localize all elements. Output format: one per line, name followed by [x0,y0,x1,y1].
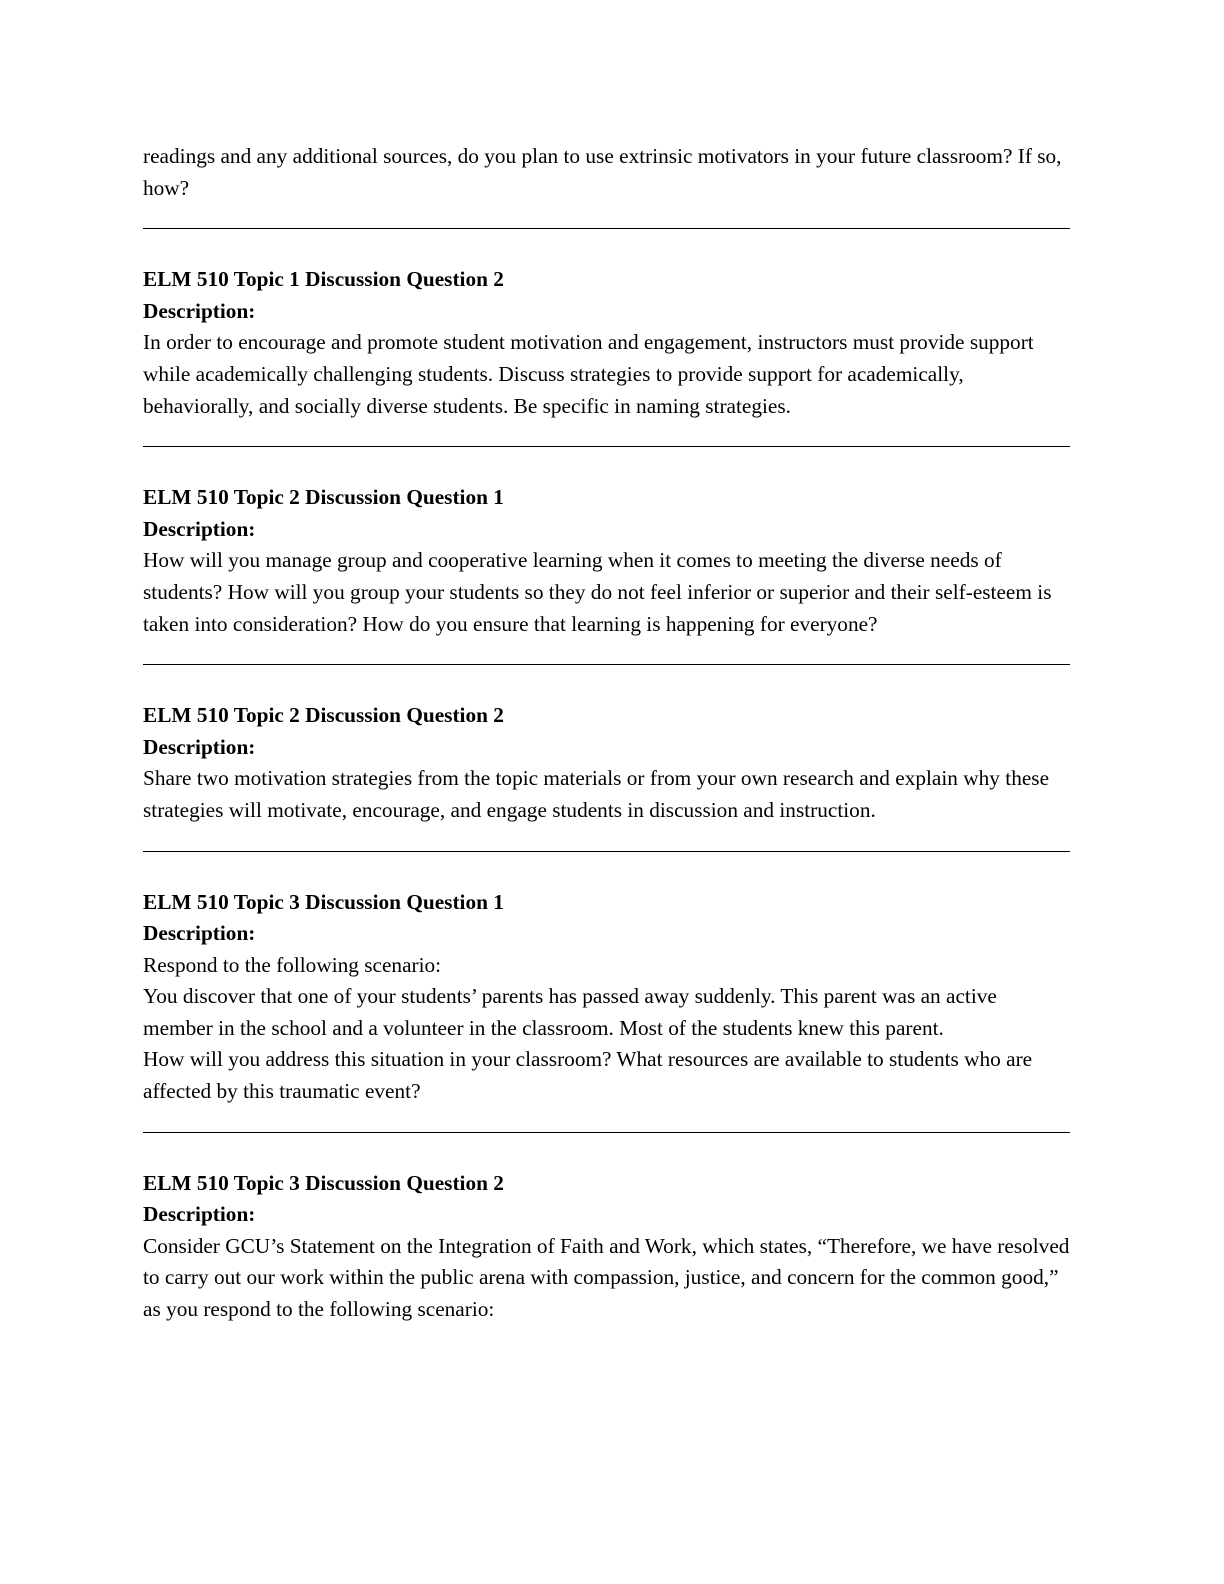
question-title: ELM 510 Topic 2 Discussion Question 2 [143,703,504,728]
divider [143,1132,1070,1133]
question-paragraph: Share two motivation strategies from the topic materials or from your own research and explain why these strategies will motivate, encourage, and engage students in discussion and instruction. [143,766,1050,822]
divider [143,664,1070,665]
question-paragraph: You discover that one of your students’ parents has passed away suddenly. This parent was an active member in the school and a volunteer in the classroom. Most of the students knew this parent. [143,984,997,1040]
question-section [143,1168,1070,1326]
question-title: ELM 510 Topic 3 Discussion Question 2 [143,1170,504,1195]
question-section [143,700,1070,826]
question-paragraph: In order to encourage and promote student motivation and engagement, instructors must provide support while academically challenging students. Discuss strategies to provide support for academically, behaviorally, and socially diverse students. Be specific in naming strategies. [143,330,1034,418]
document-page [143,141,1070,1326]
description-label: Description: [143,734,256,759]
divider [143,446,1070,447]
question-section [143,482,1070,640]
description-label: Description: [143,516,256,541]
intro-paragraph: readings and any additional sources, do you plan to use extrinsic motivators in your future classroom? If so, how? [143,144,1062,200]
question-title: ELM 510 Topic 2 Discussion Question 1 [143,485,504,510]
question-paragraph: How will you address this situation in your classroom? What resources are available to students who are affected by this traumatic event? [143,1047,1033,1104]
question-paragraph: Consider GCU’s Statement on the Integration of Faith and Work, which states, “Therefore, we have resolved to carry out our work within the public arena with compassion, justice, and concern for the common good,” as you respond to the following scenario: [143,1233,1070,1322]
divider [143,851,1070,852]
description-label: Description: [143,1202,256,1227]
question-section [143,887,1070,1108]
divider [143,228,1070,229]
question-paragraph: Respond to the following scenario: [143,952,442,977]
question-title: ELM 510 Topic 3 Discussion Question 1 [143,889,504,914]
description-label: Description: [143,921,256,946]
question-section [143,264,1070,422]
description-label: Description: [143,298,256,323]
question-title: ELM 510 Topic 1 Discussion Question 2 [143,267,504,292]
question-paragraph: How will you manage group and cooperative learning when it comes to meeting the diverse needs of students? How will you group your students so they do not feel inferior or superior and their self-esteem is taken into consideration? How do you ensure that learning is happening for everyone? [143,548,1052,636]
